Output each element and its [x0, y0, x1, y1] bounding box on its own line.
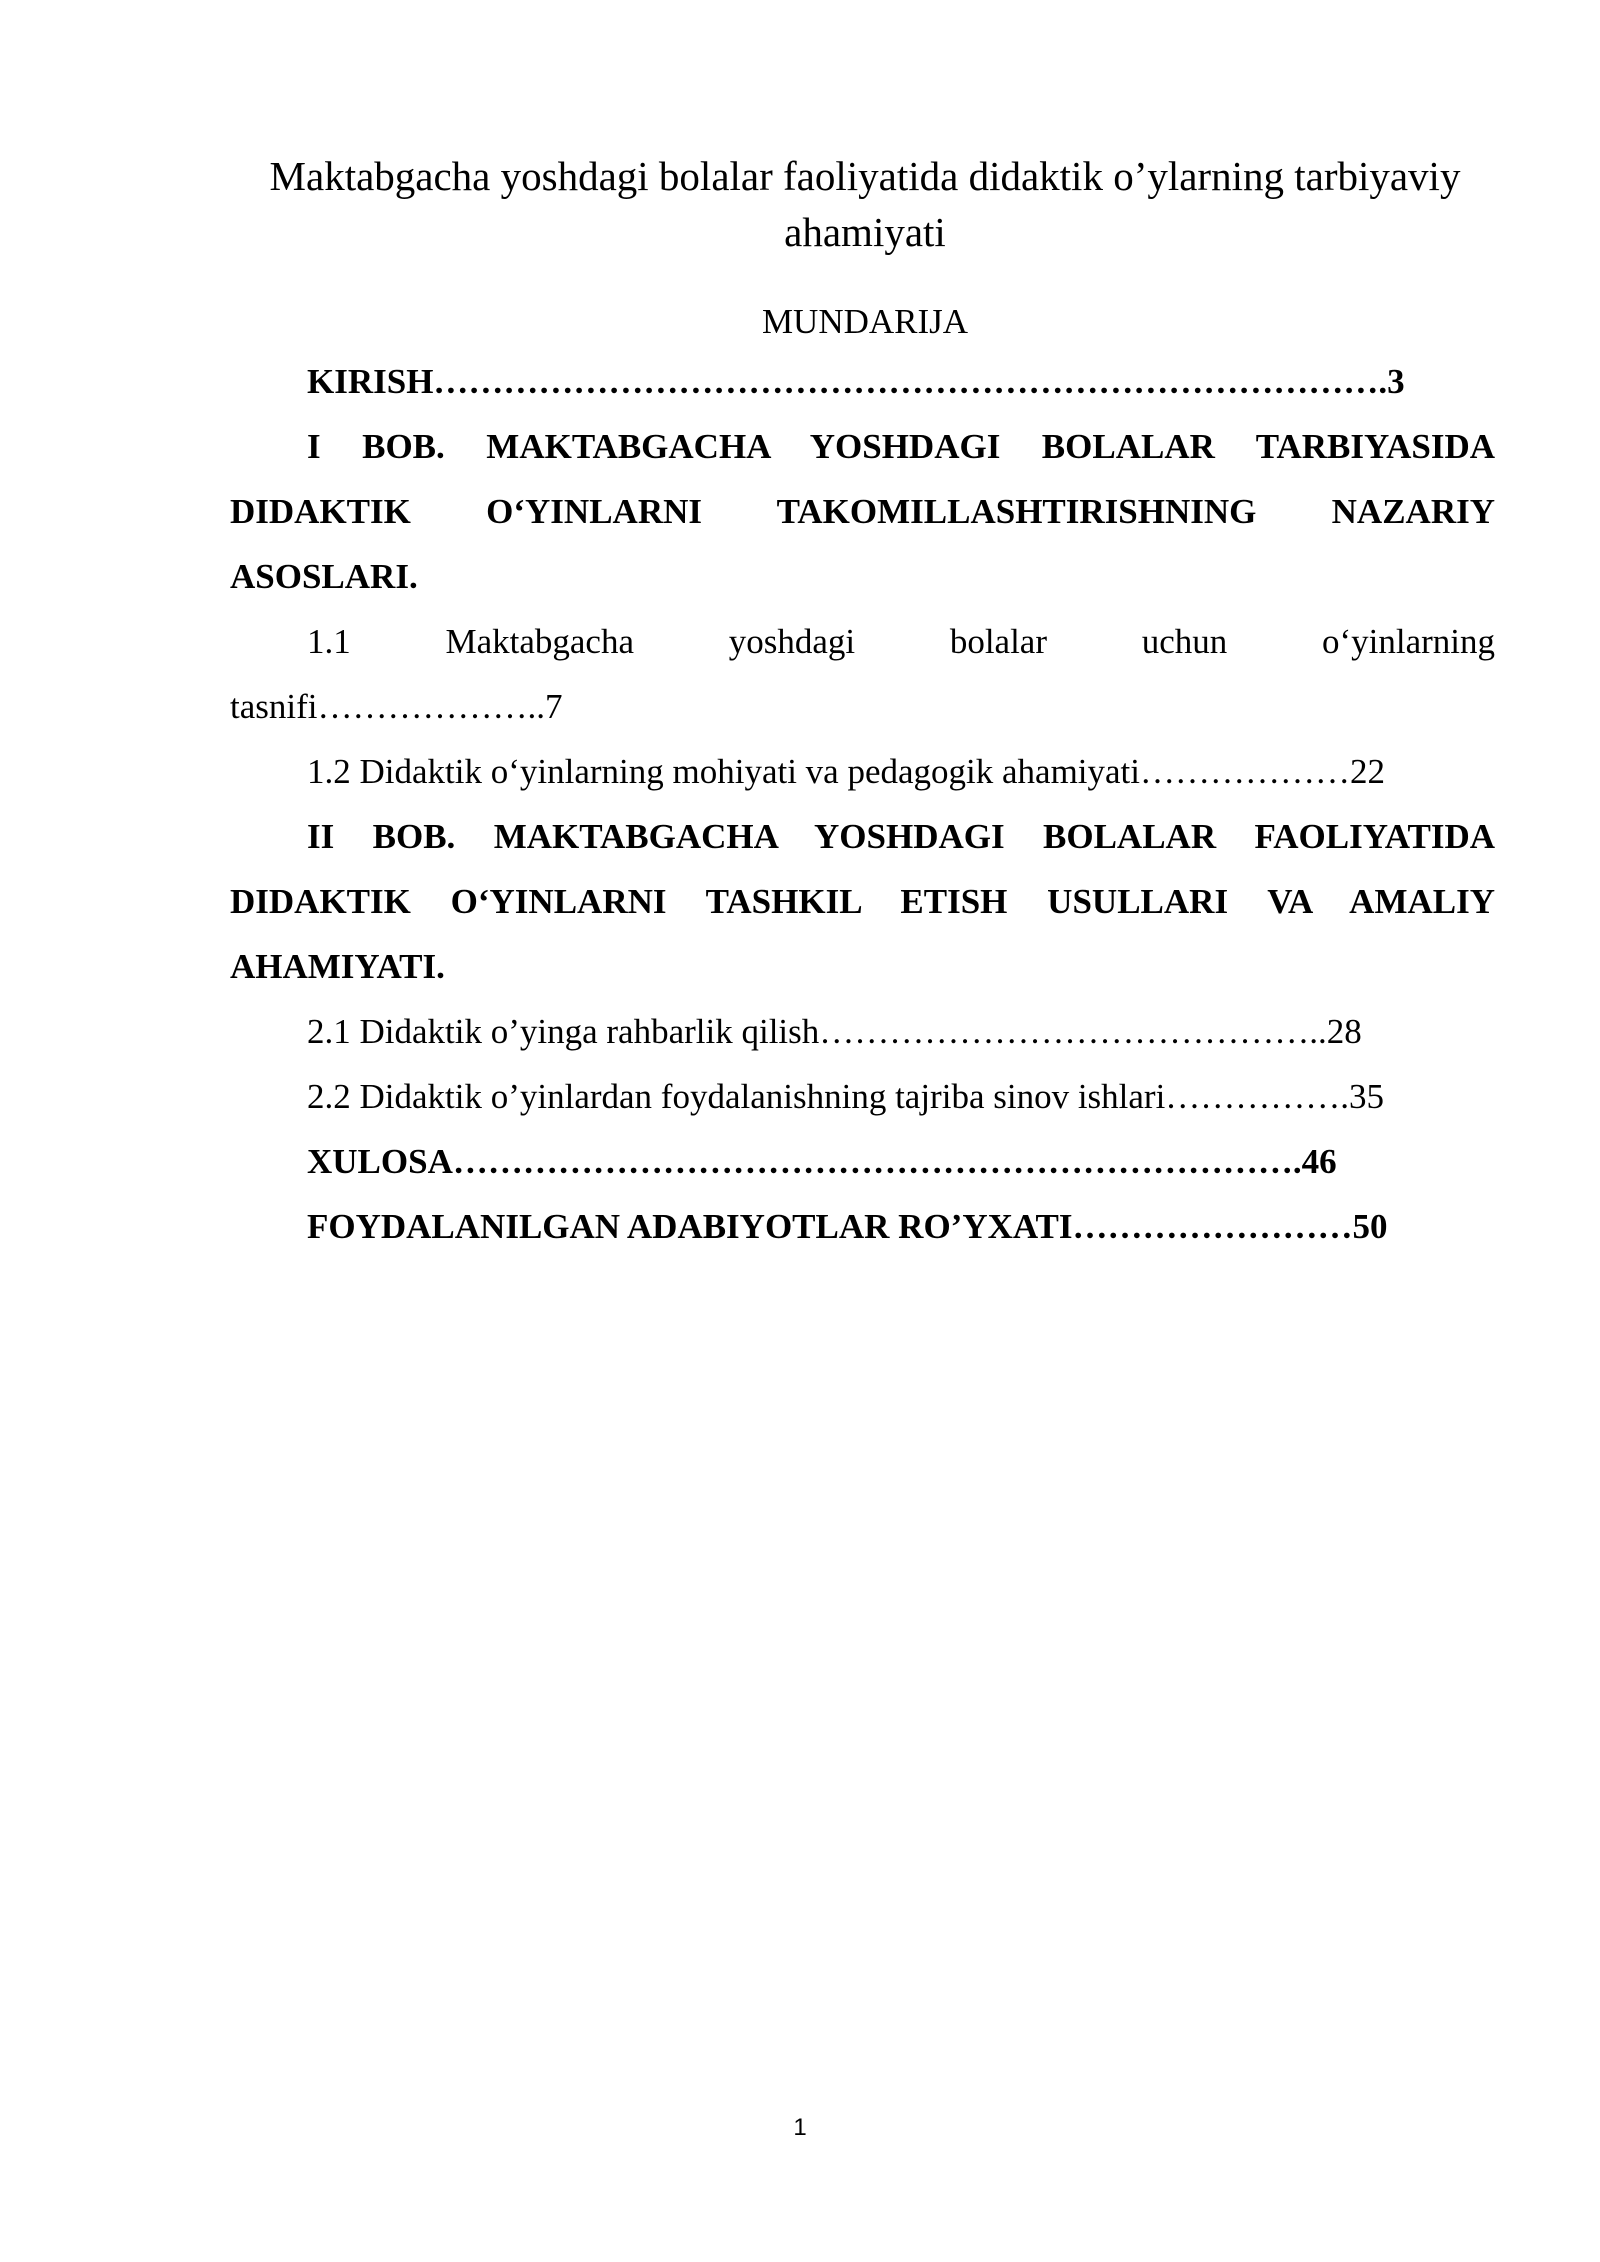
toc-chapter-2-line-2: DIDAKTIK O‘YINLARNI TASHKIL ETISH USULLARI VA AMALIY [230, 882, 1495, 921]
toc-chapter-2-line-1: II BOB. MAKTABGACHA YOSHDAGI BOLALAR FAOLIYATIDA [307, 817, 1495, 856]
toc-entry-chapter-1 [230, 414, 1495, 609]
toc-entry-section-2-2: 2.2 Didaktik o’yinlardan foydalanishning tajriba sinov ishlari…………….35 [307, 1077, 1385, 1116]
toc-entry-adabiyotlar: FOYDALANILGAN ADABIYOTLAR RO’YXATI……………………50 [307, 1207, 1388, 1246]
toc-entry-section-1-1 [230, 609, 1495, 739]
toc-entry-section-2-1: 2.1 Didaktik o’yinga rahbarlik qilish……………………………………..28 [307, 1012, 1362, 1051]
document-title: Maktabgacha yoshdagi bolalar faoliyatida didaktik o’ylarning tarbiyaviy ahamiyati [269, 153, 1461, 255]
table-of-contents [230, 349, 1495, 1259]
toc-entry-xulosa: XULOSA……………………………………………………………….46 [307, 1142, 1337, 1181]
toc-chapter-1-line-1: I BOB. MAKTABGACHA YOSHDAGI BOLALAR TARBIYASIDA [307, 427, 1495, 466]
toc-entry-chapter-2 [230, 804, 1495, 999]
toc-heading: MUNDARIJA [761, 302, 969, 341]
page-number: 1 [793, 2114, 807, 2141]
toc-entry-kirish: KIRISH……………………………………………………………………….3 [307, 362, 1405, 401]
toc-chapter-1-line-3: ASOSLARI. [230, 557, 418, 596]
toc-chapter-1-line-2: DIDAKTIK O‘YINLARNI TAKOMILLASHTIRISHNING NAZARIY [230, 492, 1495, 531]
toc-section-1-1-line-1: 1.1 Maktabgacha yoshdagi bolalar uchun o‘yinlarning [307, 622, 1495, 661]
toc-chapter-2-line-3: AHAMIYATI. [230, 947, 445, 986]
toc-section-1-1-line-2: tasnifi………………..7 [230, 687, 563, 726]
toc-entry-section-1-2: 1.2 Didaktik o‘yinlarning mohiyati va pedagogik ahamiyati………………22 [307, 752, 1386, 791]
